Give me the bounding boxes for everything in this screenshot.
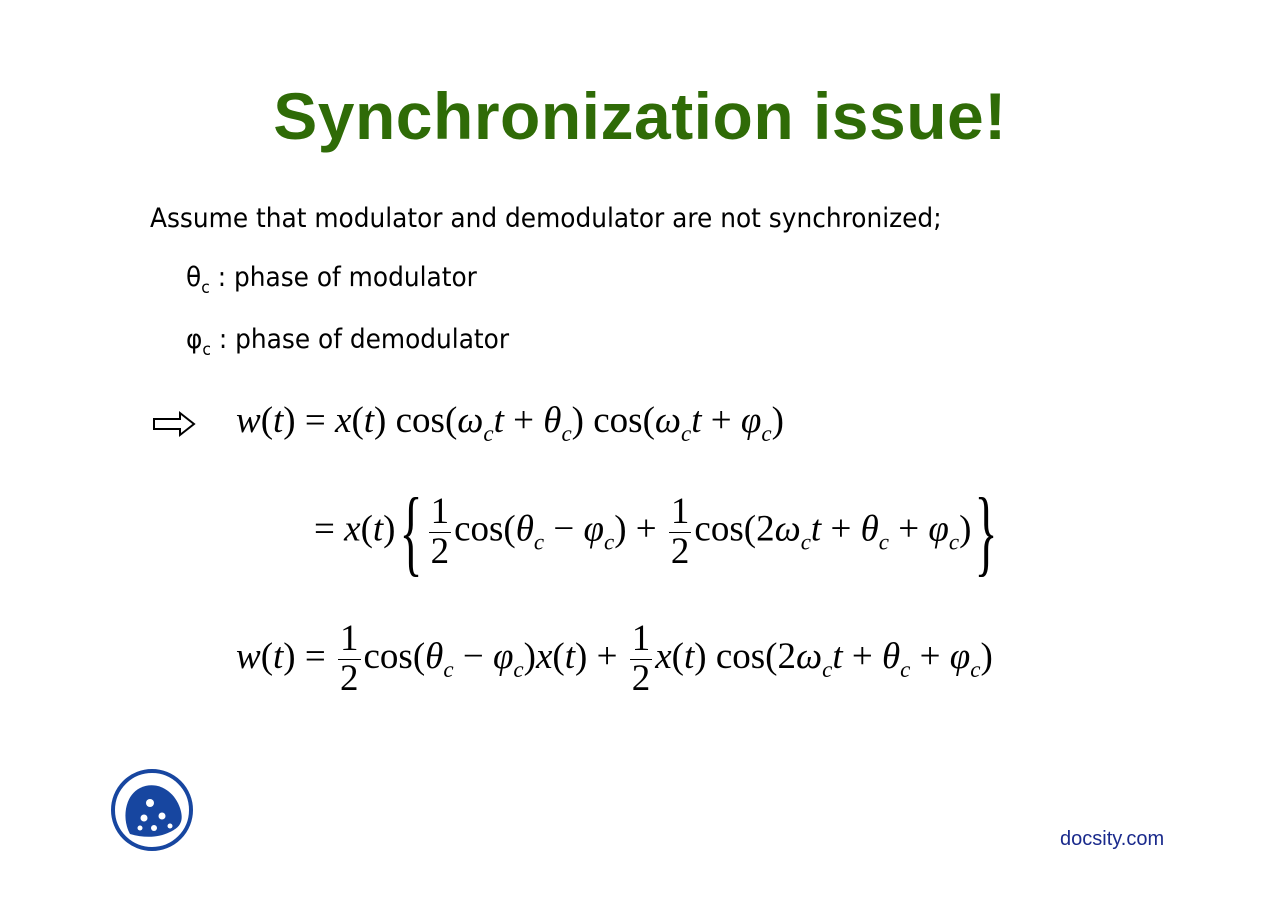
implies-arrow-icon: [152, 410, 196, 438]
slide-title: Synchronization issue!: [273, 79, 1007, 153]
equation-2: = x(t){ $\frac{1}{2}$ $\cos(\theta_c - \varphi_c)$ + $\frac{1}{2}$ $\cos(2\omega_ct + \theta_c + \varphi_c)$}: [314, 478, 998, 585]
phi-text: : phase of demodulator: [210, 324, 510, 355]
equation-1: w(t) = x(t) $\cos(\omega_ct + \theta_c) \cos(\omega_ct + \varphi_c)$: [236, 400, 784, 446]
theta-text: : phase of modulator: [209, 262, 477, 293]
docsity-logo: [110, 768, 194, 852]
intro-text: Assume that modulator and demodulator are not synchronized;: [150, 203, 942, 234]
theta-symbol: θ: [186, 262, 202, 293]
phi-symbol: φ: [186, 324, 203, 355]
footer-site: docsity.com: [1060, 828, 1165, 850]
theta-subscript: c: [201, 278, 210, 298]
equation-3: w(t) = $\frac{1}{2}$ $\cos(\theta_c - \varphi_c)x(t)$ + $\frac{1}{2}$ x(t) $\cos(2\omega_ct + \theta_c + \varphi_c)$: [236, 618, 993, 699]
phi-definition: [186, 324, 509, 360]
theta-definition: [186, 262, 477, 298]
phi-subscript: c: [202, 340, 211, 360]
